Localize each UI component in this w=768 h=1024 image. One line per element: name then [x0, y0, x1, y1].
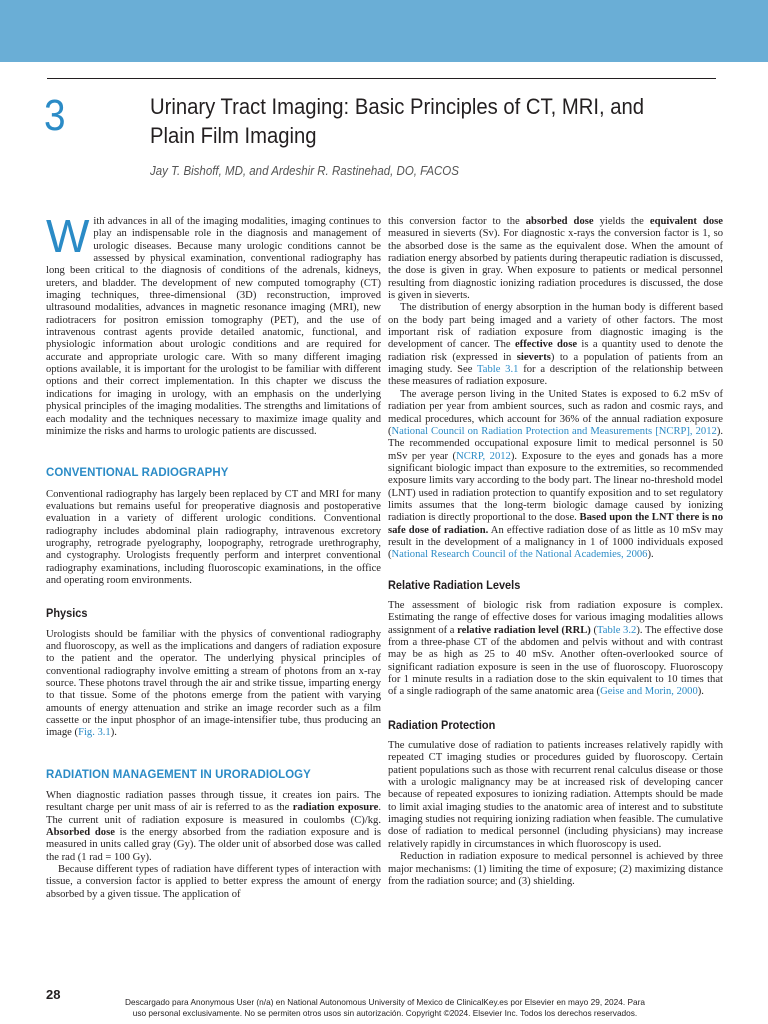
table-link[interactable]: Table 3.1 — [477, 364, 519, 376]
intro-paragraph: With advances in all of the imaging modalities, imaging continues to play an indispensable role in the diagnosis and management of urologic diseases. Because many urologic conditions cannot be assessed by physical examination, conventional radiography has long been critical to the diagnosis of conditions of the adrenals, kidneys, ureters, and bladder. The development of new computed tomography (CT) imaging techniques, three-dimensional (3D) reconstruction, improved ultrasound modalities, advances in magnetic resonance imaging (MRI), new radiotracers for positron emission tomography (PET), and the use of intravenous contrast agents provide detailed anatomic, functional, and physiologic information about urologic conditions and are required for accurate and appropriate urologic care. With so many different imaging options available, it is important for the urologist to be familiar with different options and their correct implementation. In this chapter we discuss the indications for imaging in urology, with an emphasis on the underlying physical principles of the imaging modalities. The strengths and limitations of each modality and the techniques necessary to maximize image quality and minimize the risks and harms to urologic patients are discussed. — [46, 210, 381, 437]
chapter-number: 3 — [44, 91, 66, 140]
physics-paragraph: Urologists should be familiar with the physics of conventional radiography and fluoroscopy, as well as the implications and dangers of radiation exposure to the patient and the operator. The underlying physical principles of conventional radiography involve emitting a stream of photons from an x-ray source. These photons travel through the air and strike tissue, imparting energy to that tissue. Some of the photons emerge from the patient with varying amounts of energy attenuation and strike an image recorder such as a film cassette or the input phosphor of an image-intensifier tube, thus producing an image (Fig. 3.1). — [46, 628, 381, 739]
page-number: 28 — [46, 987, 61, 1002]
download-notice: Descargado para Anonymous User (n/a) en National Autonomous University of Mexico de ClinicalKey.es por Elsevier en mayo 29, 2024. Para uso personal exclusivamente. No se permiten otros usos sin autorización. Copyright ©2024. Elsevier Inc. Todos los derechos reservados. — [124, 997, 646, 1018]
dose-paragraph-1: this conversion factor to the absorbed dose yields the equivalent dose measured in sieverts (Sv). For diagnostic x-rays the conversion factor is 1, so the absorbed dose is the same as the equivalent dose. When the amount of radiation energy absorbed by patients during therapeutic radiation is discussed, the dose is given in gray. When exposure to patients or medical personnel resulting from diagnostic ionizing radiation procedures is discussed, the dose is given in sieverts. — [388, 216, 723, 302]
reference-link[interactable]: NCRP, 2012 — [456, 450, 511, 462]
reference-link[interactable]: National Council on Radiation Protection and Measurements [NCRP], 2012 — [391, 425, 717, 437]
left-column — [46, 210, 381, 901]
heading-radiation-protection: Radiation Protection — [388, 717, 496, 732]
radiation-paragraph-2: Because different types of radiation have different types of interaction with tissue, a conversion factor is applied to better express the amount of energy absorbed by a given tissue. The application of — [46, 864, 381, 900]
dose-paragraph-3: The average person living in the United States is exposed to 6.2 mSv of radiation per year from ambient sources, such as radon and cosmic rays, and medical procedures, which account for 36% of the annual radiation exposure (National Council on Radiation Protection and Measurements [NCRP], 2012). The recommended occupational exposure limit to medical personnel is 50 mSv per year (NCRP, 2012). Exposure to the eyes and gonads has a more significant biologic impact than exposure to the extremities, so recommended exposure limits vary according to the body part. The linear no-threshold model (LNT) used in radiation protection to quantify exposition and to set regulatory limits assumes that the long-term biologic damage caused by ionizing radiation is directly proportional to the dose. Based upon the LNT there is no safe dose of radiation. An effective radiation dose of as little as 10 mSv may result in the development of a malignancy in 1 of 1000 individuals exposed (National Research Council of the National Academies, 2006). — [388, 388, 724, 561]
right-column — [388, 216, 723, 888]
radiation-paragraph-1: When diagnostic radiation passes through tissue, it creates ion pairs. The resultant charge per unit mass of air is referred to as the radiation exposure. The current unit of radiation exposure is measured in coulombs (C)/kg. Absorbed dose is the energy absorbed from the radiation exposure and is measured in units called gray (Gy). The older unit of absorbed dose was called the rad (1 rad = 100 Gy). — [46, 790, 381, 863]
protection-paragraph-1: The cumulative dose of radiation to patients increases relatively rapidly with repeated CT imaging studies or procedures guided by fluoroscopy. Certain patient populations such as those with recurrent renal calculus disease or those with a urologic malignancy may be at increased risk of developing cancer because of repeated exposures to ionizing radiation. Attempts should be made to limit axial imaging studies to the anatomic area of interest and to substitute imaging studies not requiring ionizing radiation when feasible. The cumulative dose of radiation to medical personnel (including physicians) may increase relatively rapidly in circumstances in which fluoroscopy is used. — [388, 740, 723, 850]
chapter-title: Urinary Tract Imaging: Basic Principles of CT, MRI, and Plain Film Imaging — [150, 94, 645, 148]
dose-paragraph-2: The distribution of energy absorption in the human body is different based on the body part being imaged and a variety of other factors. The most important risk of radiation exposure from diagnostic imaging is the development of cancer. The effective dose is a quantity used to denote the radiation risk (expressed in sieverts) to a population of patients from an imaging study. See Table 3.1 for a description of the relationship between these measures of radiation exposure. — [388, 302, 723, 388]
chapter-authors: Jay T. Bishoff, MD, and Ardeshir R. Rastinehad, DO, FACOS — [150, 164, 459, 178]
heading-relative-radiation: Relative Radiation Levels — [388, 577, 521, 592]
conventional-paragraph: Conventional radiography has largely been replaced by CT and MRI for many evaluations but remains useful for preoperative diagnosis and postoperative evaluation in a variety of different urologic conditions. Conventional radiography includes abdominal plain radiography, intravenous excretory urography, retrograde pyelography, loopography, retrograde urethrography, and cystography. Urologists frequently perform and interpret conventional radiography examinations, including fluoroscopic examinations, in the office and operating room environments. — [46, 488, 381, 586]
reference-link[interactable]: National Research Council of the National Academies, 2006 — [391, 549, 648, 561]
table-link[interactable]: Table 3.2 — [597, 624, 637, 636]
heading-physics: Physics — [46, 606, 88, 621]
header-band — [0, 0, 768, 62]
drop-cap: W — [46, 210, 90, 262]
heading-conventional-radiography: CONVENTIONAL RADIOGRAPHY — [46, 465, 229, 480]
header-rule — [47, 78, 716, 79]
relative-paragraph: The assessment of biologic risk from radiation exposure is complex. Estimating the range of effective doses for various imaging modalities allows assignment of a relative radiation level (RRL) (Table 3.2). The effective dose from a three-phase CT of the abdomen and pelvis without and with contrast may be as high as 25 to 40 mSv. Another often-overlooked source of significant radiation exposure is seen in the use of fluoroscopy. Fluoroscopy for 1 minute results in a radiation dose to the skin equivalent to 10 times that of a single radiograph of the same anatomic area (Geise and Morin, 2000). — [388, 599, 723, 698]
reference-link[interactable]: Geise and Morin, 2000 — [600, 686, 698, 698]
figure-link[interactable]: Fig. 3.1 — [78, 727, 111, 739]
protection-paragraph-2: Reduction in radiation exposure to medical personnel is achieved by three major mechanisms: (1) limiting the time of exposure; (2) maximizing distance from the radiation source; and (3) shielding. — [388, 851, 723, 887]
heading-radiation-management: RADIATION MANAGEMENT IN URORADIOLOGY — [46, 766, 311, 781]
